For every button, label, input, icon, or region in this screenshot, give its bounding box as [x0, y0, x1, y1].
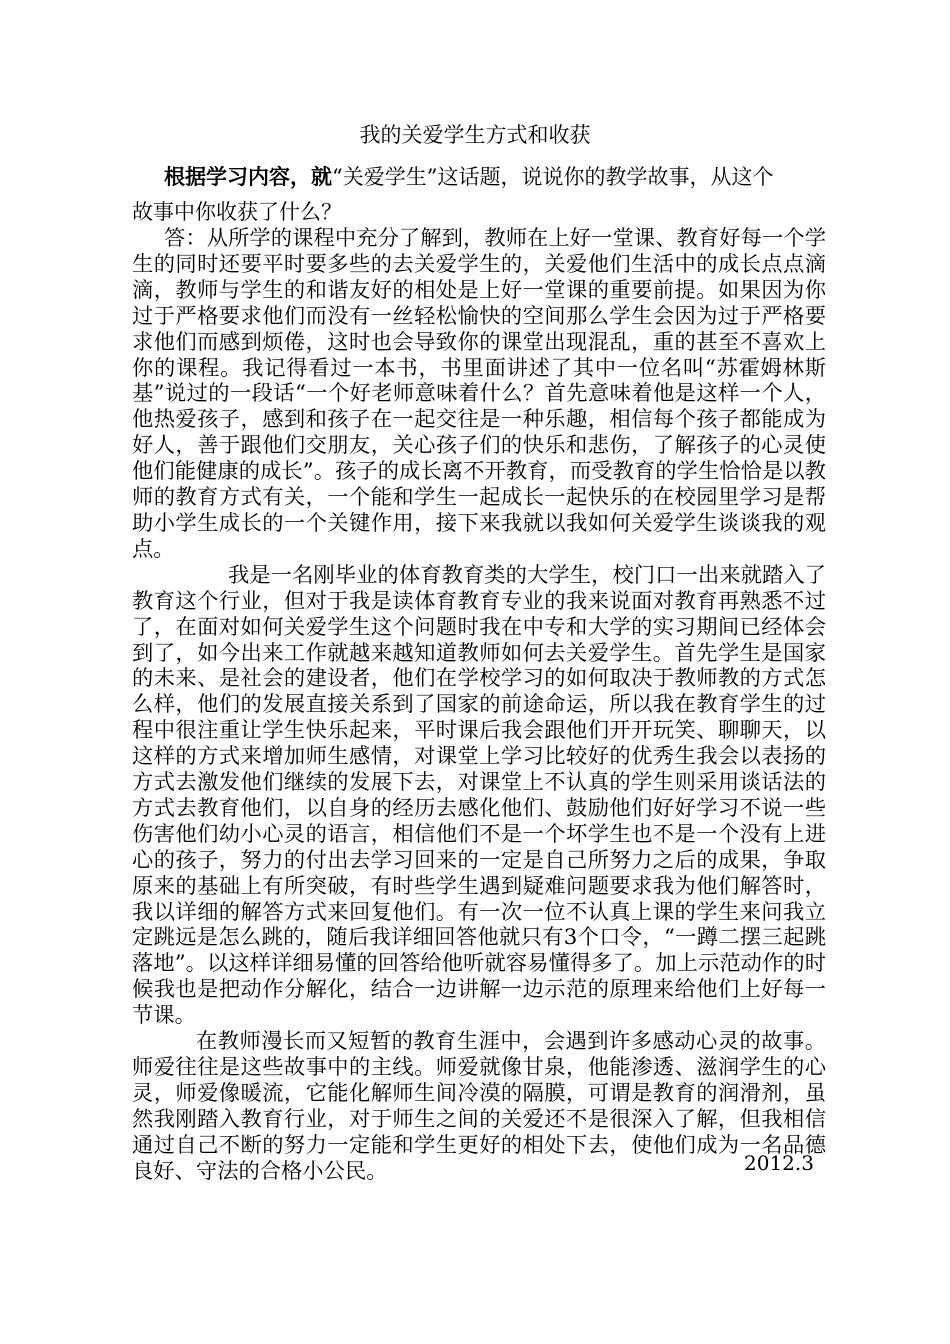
- document-title: 我的关爱学生方式和收获: [359, 123, 591, 147]
- paragraph-conclusion: 在教师漫长而又短暂的教育生涯中，会遇到许多感动心灵的故事。师爱往往是这些故事中的主线。师爱就像甘泉，他能渗透、滋润学生的心灵，师爱像暖流，它能化解师生间冷漠的隔膜，可谓是教育的润滑剂，虽然我刚踏入教育行业，对于师生之间的关爱还不是很深入了解，但我相信通过自己不断的努力一定能和学生更好的相处下去，使他们成为一名品德良好、守法的合格小公民。: [132, 1029, 826, 1184]
- prompt-line-2: 故事中你收获了什么？: [132, 200, 342, 224]
- essay-body: [132, 226, 826, 1185]
- paragraph-experience: 我是一名刚毕业的体育教育类的大学生，校门口一出来就踏入了教育这个行业，但对于我是读体育教育专业的我来说面对教育再熟悉不过了，在面对如何关爱学生这个问题时我在中专和大学的实习期间已经体会到了，如今出来工作就越来越知道教师如何去关爱学生。首先学生是国家的未来、是社会的建设者，他们在学校学习的如何取决于教师教的方式怎么样，他们的发展直接关系到了国家的前途命运，所以我在教育学生的过程中很注重让学生快乐起来，平时课后我会跟他们开开玩笑、聊聊天，以这样的方式来增加师生感情，对课堂上学习比较好的优秀生我会以表扬的方式去激发他们继续的发展下去，对课堂上不认真的学生则采用谈话法的方式去教育他们，以自身的经历去感化他们、鼓励他们好好学习不说一些伤害他们幼小心灵的语言，相信他们不是一个坏学生也不是一个没有上进心的孩子，努力的付出去学习回来的一定是自己所努力之后的成果，争取原来的基础上有所突破，有时些学生遇到疑难问题要求我为他们解答时，我以详细的解答方式来回复他们。有一次一位不认真上课的学生来问我立定跳远是怎么跳的，随后我详细回答他就只有3个口令，“一蹲二摆三起跳落地”。以这样详细易懂的回答给他听就容易懂得多了。加上示范动作的时候我也是把动作分解化，结合一边讲解一边示范的原理来给他们上好每一节课。: [132, 562, 826, 1029]
- prompt-line-1: [132, 160, 832, 194]
- prompt-lead: 根据学习内容，就: [164, 165, 332, 189]
- document-date: 2012.3: [744, 1151, 814, 1175]
- paragraph-answer: 答：从所学的课程中充分了解到，教师在上好一堂课、教育好每一个学生的同时还要平时要多些的去关爱学生的，关爱他们生活中的成长点点滴滴，教师与学生的和谐友好的相处是上好一堂课的重要前提。如果因为你过于严格要求他们而没有一丝轻松愉快的空间那么学生会因为过于严格要求他们而感到烦倦，这时也会导致你的课堂出现混乱，重的甚至不喜欢上你的课程。我记得看过一本书，书里面讲述了其中一位名叫“苏霍姆林斯基”说过的一段话“一个好老师意味着什么？首先意味着他是这样一个人，他热爱孩子，感到和孩子在一起交往是一种乐趣，相信每个孩子都能成为好人，善于跟他们交朋友，关心孩子们的快乐和悲伤，了解孩子的心灵使他们能健康的成长”。孩子的成长离不开教育，而受教育的学生恰恰是以教师的教育方式有关，一个能和学生一起成长一起快乐的在校园里学习是帮助小学生成长的一个关键作用，接下来我就以我如何关爱学生谈谈我的观点。: [132, 226, 826, 562]
- prompt-rest: “关爱学生”这话题，说说你的教学故事，从这个: [332, 165, 774, 189]
- essay-prompt: [132, 160, 832, 230]
